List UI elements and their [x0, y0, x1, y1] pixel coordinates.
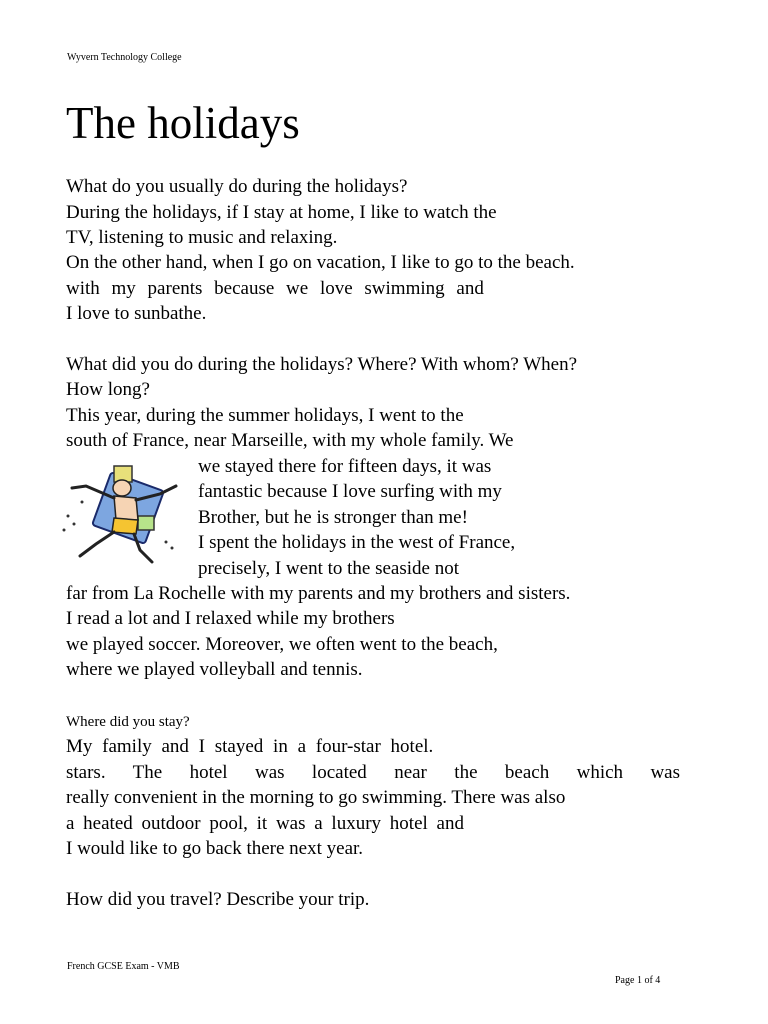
paragraph-line: stars. The hotel was located near the beach which was [66, 762, 680, 783]
paragraph-line: During the holidays, if I stay at home, I like to watch the [66, 202, 497, 223]
paragraph-line: TV, listening to music and relaxing. [66, 227, 338, 248]
page-number: Page 1 of 4 [615, 975, 661, 986]
paragraph-line: I spent the holidays in the west of France, [198, 532, 516, 553]
paragraph-line: Brother, but he is stronger than me! [198, 507, 468, 528]
sunbather-clipart-icon [56, 458, 186, 570]
paragraph-line: My family and I stayed in a four-star hotel. [66, 736, 434, 757]
question-travel: How did you travel? Describe your trip. [66, 889, 370, 910]
paragraph-line: far from La Rochelle with my parents and my brothers and sisters. [66, 583, 571, 604]
paragraph-line: a heated outdoor pool, it was a luxury hotel and [66, 813, 464, 834]
question-past-holidays: What did you do during the holidays? Where? With whom? When? [66, 354, 578, 375]
paragraph-line: really convenient in the morning to go swimming. There was also [66, 787, 566, 808]
paragraph-line: south of France, near Marseille, with my whole family. We [66, 430, 514, 451]
paragraph-line: where we played volleyball and tennis. [66, 659, 363, 680]
paragraph-line: I read a lot and I relaxed while my brothers [66, 608, 395, 629]
paragraph-line: This year, during the summer holidays, I went to the [66, 405, 464, 426]
paragraph-line: fantastic because I love surfing with my [198, 481, 502, 502]
question-past-holidays-line2: How long? [66, 379, 150, 400]
paragraph-line: with my parents because we love swimming and [66, 278, 484, 299]
paragraph-line: precisely, I went to the seaside not [198, 558, 459, 579]
paragraph-line: I love to sunbathe. [66, 303, 207, 324]
paragraph-line: I would like to go back there next year. [66, 838, 364, 859]
question-accommodation: Where did you stay? [66, 714, 190, 730]
paragraph-line: we played soccer. Moreover, we often went to the beach, [66, 634, 498, 655]
school-header: Wyvern Technology College [67, 52, 182, 63]
question-usual-holidays: What do you usually do during the holidays? [66, 176, 408, 197]
page-title: The holidays [66, 98, 300, 148]
footer-exam-label: French GCSE Exam - VMB [67, 961, 180, 972]
paragraph-line: On the other hand, when I go on vacation, I like to go to the beach. [66, 252, 575, 273]
paragraph-line: we stayed there for fifteen days, it was [198, 456, 492, 477]
